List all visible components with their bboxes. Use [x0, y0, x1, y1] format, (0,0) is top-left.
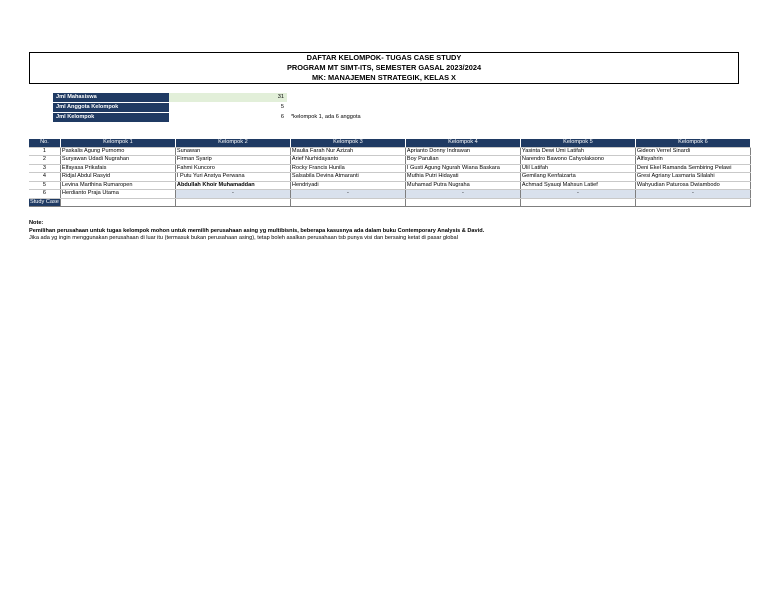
- member-cell: Muhamad Putra Nugraha: [405, 181, 520, 190]
- row-number: 6: [29, 190, 60, 199]
- member-cell: Aprianto Donny Indrawan: [405, 147, 520, 156]
- table-row: [29, 173, 750, 182]
- header-program: PROGRAM MT SIMT-ITS, SEMESTER GASAL 2023/2024: [29, 63, 739, 73]
- member-cell: I Gusti Agung Ngurah Wiana Baskara: [405, 164, 520, 173]
- summary-label: Jml Anggota Kelompok: [53, 103, 169, 112]
- member-cell: Maulia Farah Nur Azizah: [290, 147, 405, 156]
- header-group-3: Kelompok 3: [290, 139, 405, 147]
- member-cell: Fahmi Kuncoro: [175, 164, 290, 173]
- member-cell: Salsabila Devina Atmaranti: [290, 173, 405, 182]
- header-title: DAFTAR KELOMPOK- TUGAS CASE STUDY: [29, 52, 739, 63]
- member-cell: I Putu Yuri Anstya Perwana: [175, 173, 290, 182]
- study-case-cell[interactable]: [290, 198, 405, 207]
- member-cell: Ridjal Abdul Rasyid: [60, 173, 175, 182]
- row-number: 4: [29, 173, 60, 182]
- empty-cell: -: [635, 190, 750, 199]
- study-case-cell[interactable]: [520, 198, 635, 207]
- header-course: MK: MANAJEMEN STRATEGIK, KELAS X: [29, 73, 739, 84]
- row-number: 5: [29, 181, 60, 190]
- member-cell: Paskalis Agung Purnomo: [60, 147, 175, 156]
- header-group-5: Kelompok 5: [520, 139, 635, 147]
- member-cell: Gideon Verrel Sinardi: [635, 147, 750, 156]
- header-group-1: Kelompok 1: [60, 139, 175, 147]
- table-row: [29, 181, 750, 190]
- summary-note: *kelompok 1, ada 6 anggota: [291, 114, 361, 120]
- member-cell: Narendro Bawono Cahyolaksono: [520, 156, 635, 165]
- summary-label: Jml Mahasiswa: [53, 93, 169, 102]
- summary-value: 6: [280, 114, 284, 120]
- summary-row: [53, 103, 433, 112]
- member-cell: Hendriyadi: [290, 181, 405, 190]
- member-cell: Deni Ekel Ramanda Sembiring Pelawi: [635, 164, 750, 173]
- member-cell: Gemilang Kenfaizarta: [520, 173, 635, 182]
- member-cell: Suryawan Udadi Nugrahan: [60, 156, 175, 165]
- member-cell: Elfayasa Prikafais: [60, 164, 175, 173]
- empty-cell: -: [520, 190, 635, 199]
- study-case-cell[interactable]: [175, 198, 290, 207]
- summary-row: [53, 93, 433, 102]
- member-cell: Boy Parulian: [405, 156, 520, 165]
- note-block: [29, 220, 484, 243]
- row-number: 1: [29, 147, 60, 156]
- table-header-row: [29, 139, 750, 147]
- member-cell: Rocky Francis Hunila: [290, 164, 405, 173]
- document-header: [29, 52, 739, 84]
- study-case-cell[interactable]: [60, 198, 175, 207]
- header-group-4: Kelompok 4: [405, 139, 520, 147]
- member-cell: Levina Marthina Rumaropen: [60, 181, 175, 190]
- study-case-cell[interactable]: [635, 198, 750, 207]
- summary-value: 31: [169, 93, 287, 102]
- header-group-2: Kelompok 2: [175, 139, 290, 147]
- member-cell: Ulil Latifah: [520, 164, 635, 173]
- header-group-6: Kelompok 6: [635, 139, 750, 147]
- header-no: No.: [29, 139, 60, 147]
- note-line: Jika ada yg ingin menggunakan perusahaan di luar itu (termasuk bukan perusahaan asing), tetap boleh asalkan perusahaan tsb punya visi dan bersaing ketat di pasar global: [29, 235, 458, 241]
- empty-cell: -: [175, 190, 290, 199]
- row-number: 3: [29, 164, 60, 173]
- table-row: [29, 164, 750, 173]
- member-cell: Achmad Syauqi Mahsun Latief: [520, 181, 635, 190]
- table-row: [29, 190, 750, 199]
- member-cell: Gresi Agriany Lasmaria Silalahi: [635, 173, 750, 182]
- table-row: [29, 147, 750, 156]
- table-row: [29, 156, 750, 165]
- study-case-row: [29, 198, 750, 207]
- summary-value: 5: [280, 104, 284, 110]
- study-case-cell[interactable]: [405, 198, 520, 207]
- note-title: Note:: [29, 220, 44, 226]
- member-cell: Firman Syarip: [175, 156, 290, 165]
- member-cell: Herdianto Praja Utama: [60, 190, 175, 199]
- member-cell: Abdullah Khoir Muhamaddan: [175, 181, 290, 190]
- member-cell: Muthia Putri Hidayati: [405, 173, 520, 182]
- note-line: Pemilihan perusahaan untuk tugas kelompok mohon untuk memilih perusahaan asing yg multibisnis, beberapa kasusnya ada dalam buku Contemporary Analysis & David.: [29, 227, 485, 234]
- member-cell: Yasinta Dewi Umi Latifah: [520, 147, 635, 156]
- empty-cell: -: [405, 190, 520, 199]
- member-cell: Wahyudian Paturosa Dwiambodo: [635, 181, 750, 190]
- member-cell: Sunawan: [175, 147, 290, 156]
- summary-block: [53, 93, 433, 123]
- row-number: 2: [29, 156, 60, 165]
- group-table: [29, 139, 751, 207]
- study-case-label: Study Case: [30, 198, 59, 205]
- member-cell: Arief Nurhidayanto: [290, 156, 405, 165]
- summary-row: [53, 113, 433, 122]
- empty-cell: -: [290, 190, 405, 199]
- member-cell: Alfisyahrin: [635, 156, 750, 165]
- summary-label: Jml Kelompok: [53, 113, 169, 122]
